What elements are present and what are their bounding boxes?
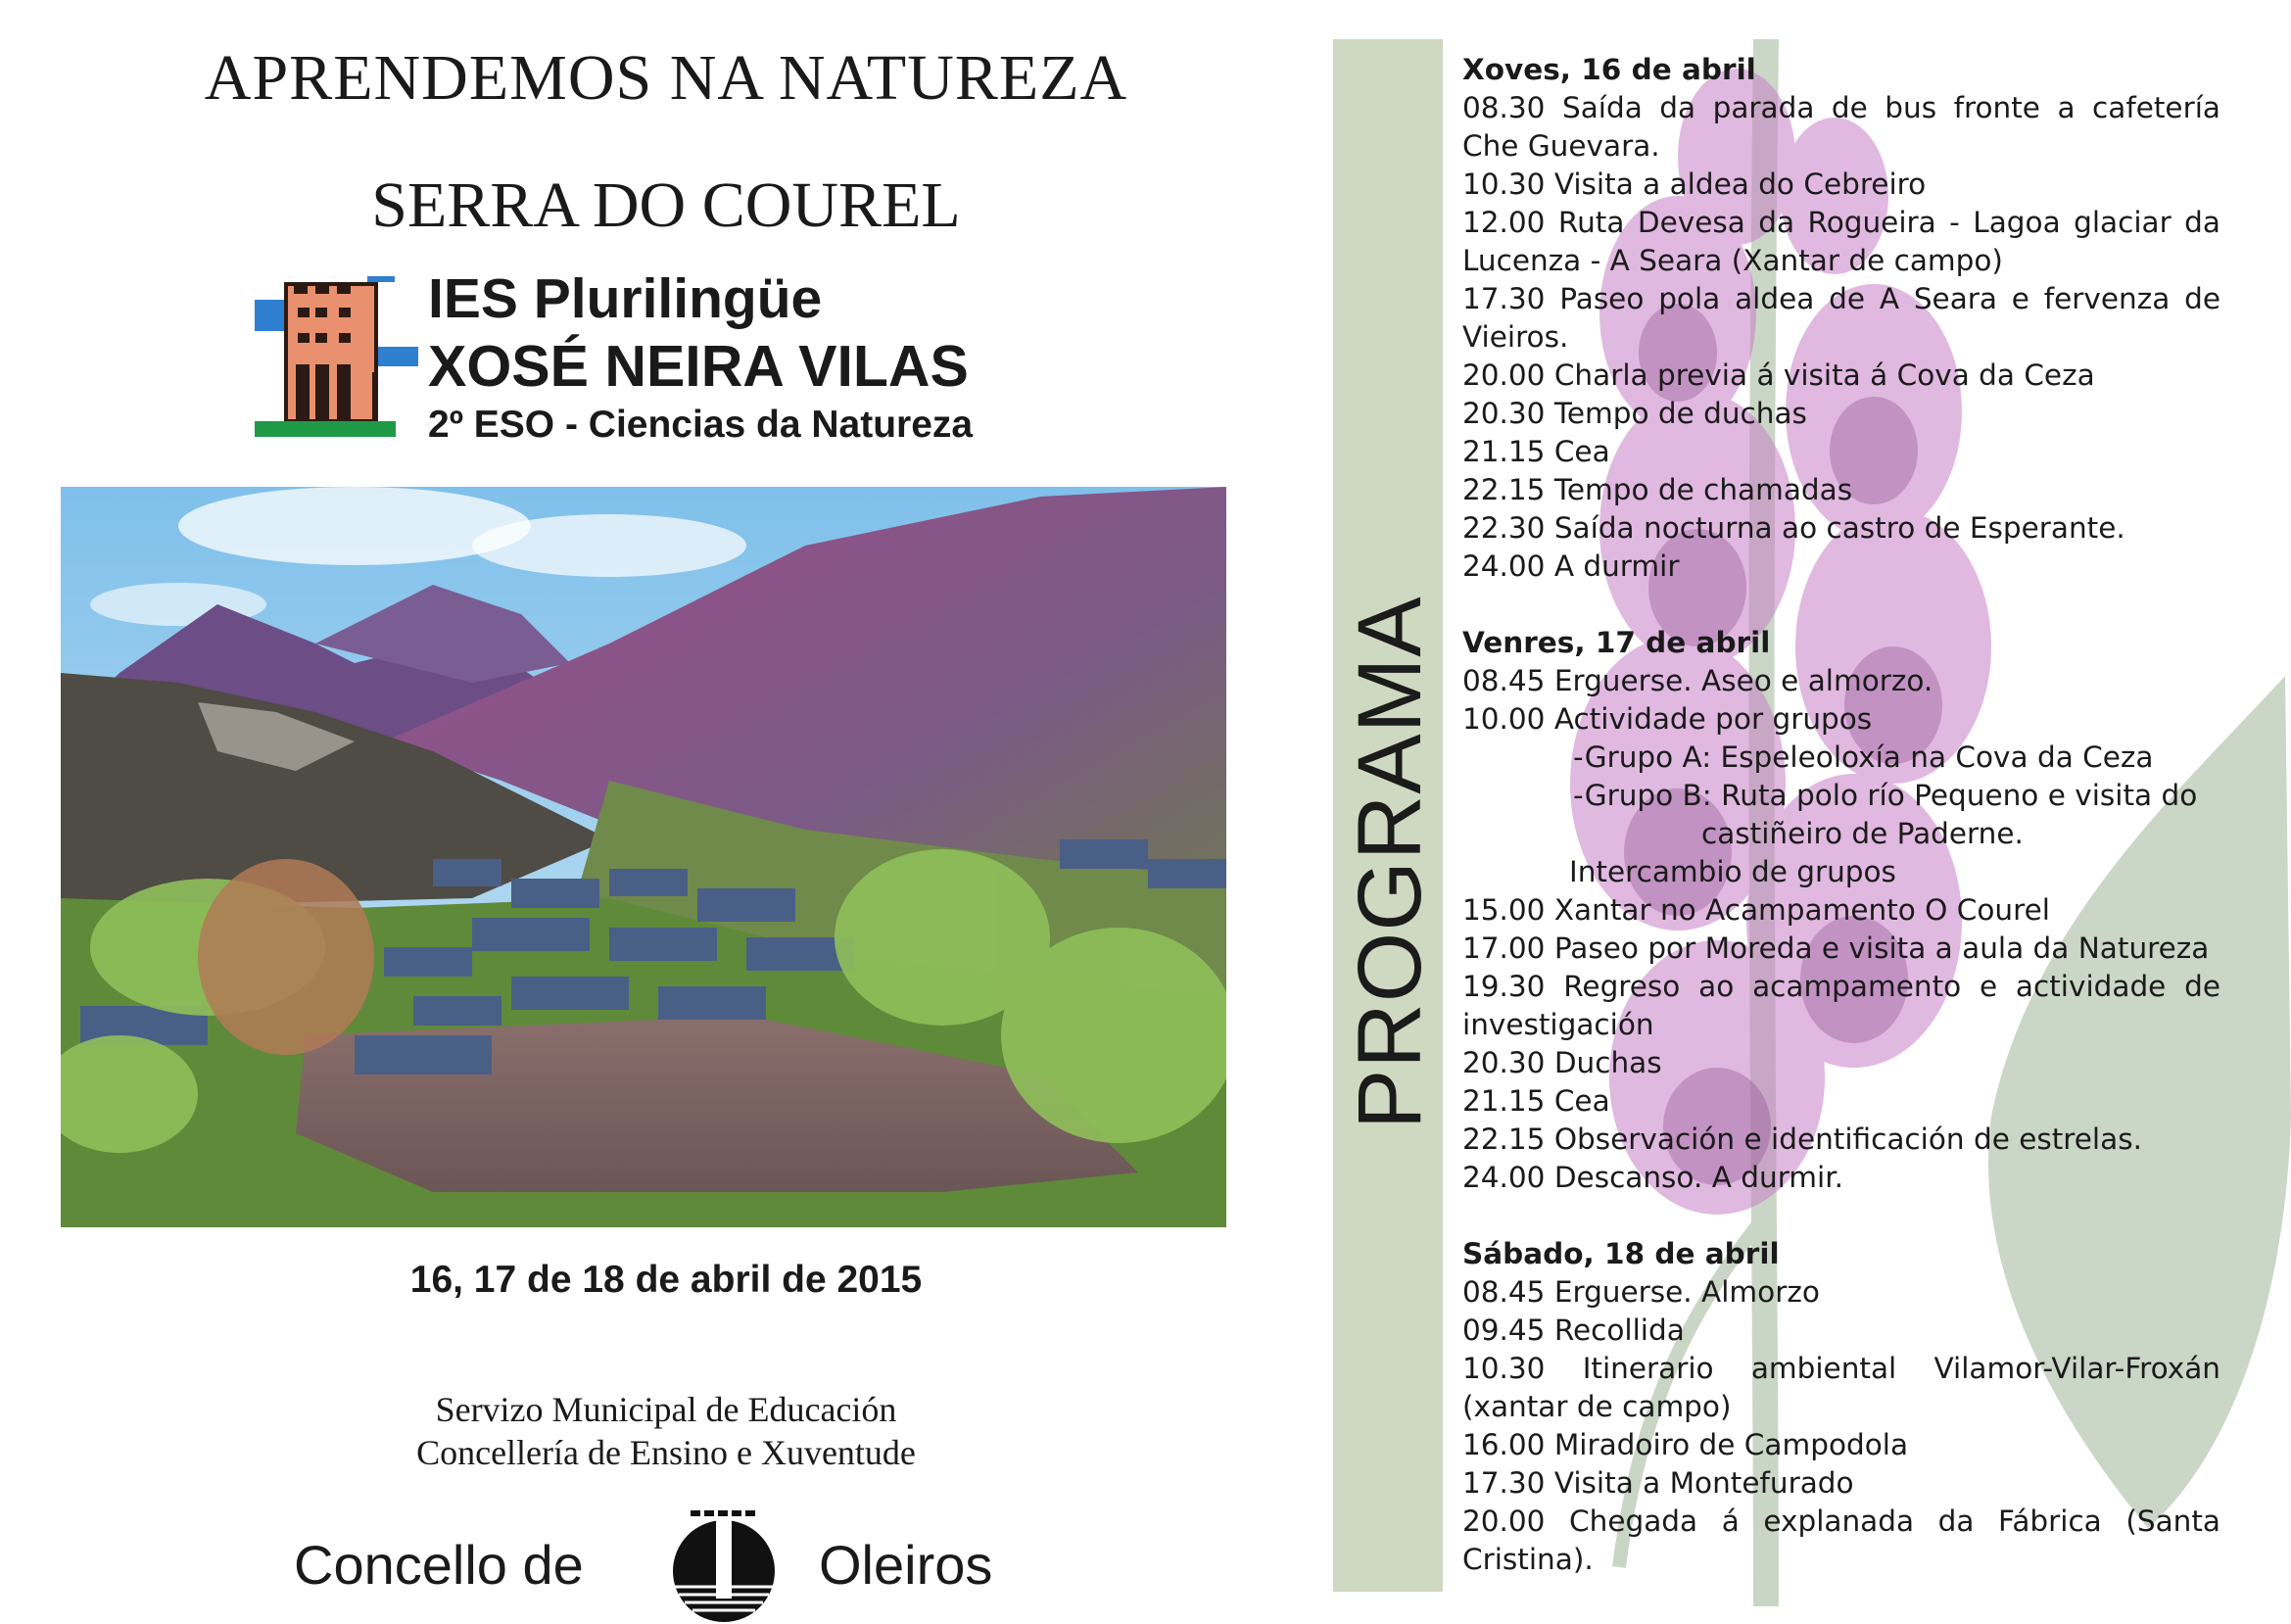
- schedule-item: 24.00 A durmir: [1462, 549, 1680, 583]
- schedule-item: 16.00 Miradoiro de Campodola: [1462, 1428, 1909, 1461]
- schedule-item: 20.00 Chegada á explanada da Fábrica (Santa Cristina).: [1462, 1505, 2220, 1576]
- day-heading: Xoves, 16 de abril: [1462, 53, 1756, 86]
- schedule-item: 10.00 Actividade por grupos: [1462, 702, 1873, 736]
- event-dates: 16, 17 de 18 de abril de 2015: [409, 1259, 923, 1301]
- schedule-subitem: -Grupo A: Espeleoloxía na Cova da Ceza: [1573, 740, 2154, 774]
- schedule-item: 20.30 Tempo de duchas: [1462, 397, 1807, 430]
- schedule-item: 20.30 Duchas: [1462, 1046, 1662, 1079]
- landscape-photo: [61, 487, 1226, 1227]
- schedule-item: 17.30 Visita a Montefurado: [1462, 1466, 1854, 1500]
- schedule-item: 24.00 Descanso. A durmir.: [1462, 1161, 1844, 1194]
- service-line1: Servizo Municipal de Educación: [435, 1390, 897, 1429]
- service-line2: Concellería de Ensino e Xuventude: [416, 1433, 916, 1472]
- schedule-item: 08.30 Saída da parada de bus fronte a cafetería Che Guevara.: [1462, 91, 2220, 163]
- day-heading: Venres, 17 de abril: [1462, 626, 1771, 659]
- schedule: [1462, 51, 2220, 1579]
- school-name-line2: XOSÉ NEIRA VILAS: [428, 334, 969, 399]
- programa-label: PROGRAMA: [1340, 596, 1440, 1129]
- schedule-item: 20.00 Charla previa á visita á Cova da Ceza: [1462, 358, 2095, 392]
- day-heading: Sábado, 18 de abril: [1462, 1237, 1780, 1270]
- schedule-item: 12.00 Ruta Devesa da Rogueira - Lagoa glaciar da Lucenza - A Seara (Xantar de campo): [1462, 206, 2220, 277]
- schedule-item: 22.30 Saída nocturna ao castro de Esperante.: [1462, 511, 2125, 545]
- schedule-item: 17.00 Paseo por Moreda e visita a aula da Natureza: [1462, 931, 2210, 965]
- schedule-item: 15.00 Xantar no Acampamento O Courel: [1462, 893, 2050, 927]
- schedule-item: 21.15 Cea: [1462, 1084, 1610, 1118]
- schedule-item: 08.45 Erguerse. Almorzo: [1462, 1275, 1820, 1309]
- schedule-subitem: castiñeiro de Paderne.: [1701, 817, 2024, 850]
- oleiros-label: Oleiros: [819, 1534, 993, 1596]
- school-name-line1: IES Plurilingüe: [428, 267, 823, 330]
- schedule-item: 09.45 Recollida: [1462, 1314, 1685, 1347]
- schedule-item: 08.45 Erguerse. Aseo e almorzo.: [1462, 664, 1933, 697]
- schedule-item: 22.15 Tempo de chamadas: [1462, 473, 1853, 506]
- schedule-item: 21.15 Cea: [1462, 435, 1610, 468]
- schedule-item: 17.30 Paseo pola aldea de A Seara e fervenza de Vieiros.: [1462, 282, 2220, 354]
- concello-label: Concello de: [294, 1534, 584, 1596]
- brochure-title: APRENDEMOS NA NATUREZA: [204, 42, 1128, 114]
- schedule-item: 10.30 Visita a aldea do Cebreiro: [1462, 167, 1927, 201]
- school-course: 2º ESO - Ciencias da Natureza: [428, 404, 974, 446]
- schedule-item: 19.30 Regreso ao acampamento e actividade de investigación: [1462, 970, 2220, 1041]
- schedule-item: 10.30 Itinerario ambiental Vilamor-Vilar-Froxán (xantar de campo): [1462, 1352, 2220, 1423]
- school-logo-icon: [253, 274, 419, 441]
- schedule-item: 22.15 Observación e identificación de estrelas.: [1462, 1122, 2142, 1156]
- brochure-subtitle: SERRA DO COUREL: [371, 169, 961, 241]
- schedule-subitem: -Grupo B: Ruta polo río Pequeno e visita do: [1573, 779, 2198, 812]
- schedule-subitem: Intercambio de grupos: [1569, 855, 1896, 888]
- oleiros-emblem-icon: [669, 1508, 779, 1624]
